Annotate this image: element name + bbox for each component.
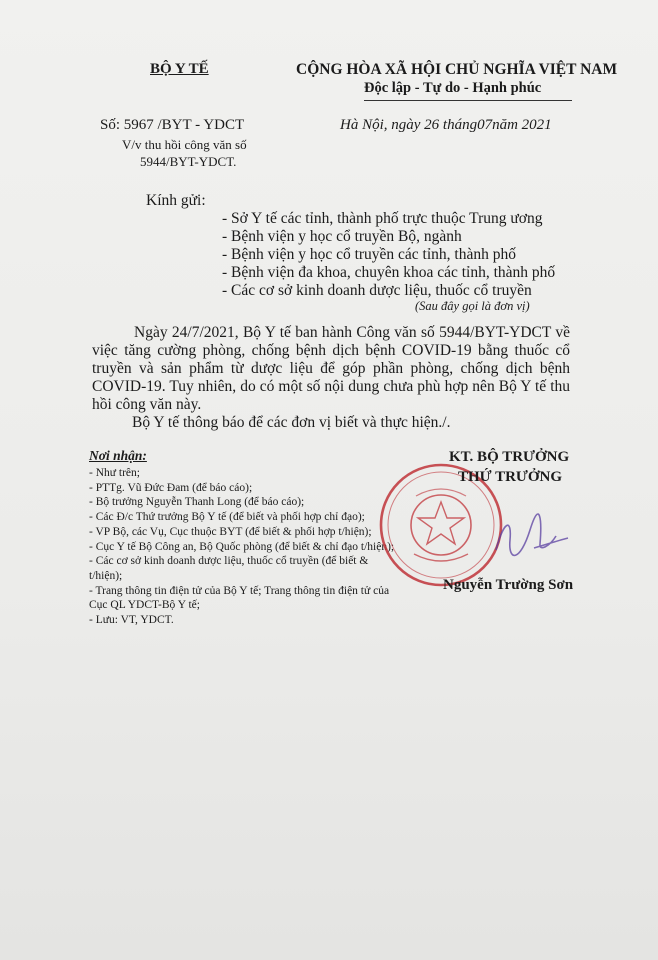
recipient-item: - Các cơ sở kinh doanh dược liệu, thuốc cổ truyền: [222, 282, 532, 299]
recipient-item: - Sở Y tế các tỉnh, thành phố trực thuộc Trung ương: [222, 210, 543, 227]
recipient-item: - Bệnh viện y học cổ truyền các tỉnh, thành phố: [222, 246, 516, 263]
recipients-note: (Sau đây gọi là đơn vị): [415, 299, 530, 313]
issuing-agency: BỘ Y TẾ: [150, 61, 209, 77]
distribution-item: - Các cơ sở kinh doanh dược liệu, thuốc cổ truyền (để biết & t/hiện);: [89, 555, 369, 582]
distribution-item: - Bộ trưởng Nguyễn Thanh Long (để báo cáo);: [89, 496, 305, 509]
distribution-item: - Cục Y tế Bộ Công an, Bộ Quốc phòng (để biết & chỉ đạo t/hiện);: [89, 540, 395, 553]
distribution-item: - VP Bộ, các Vụ, Cục thuộc BYT (để biết & phối hợp t/hiện);: [89, 525, 372, 538]
distribution-item: - Trang thông tin điện tử của Bộ Y tế; Trang thông tin điện tử của Cục QL YDCT-Bộ Y tế;: [89, 584, 390, 612]
subject-line-1: V/v thu hồi công văn số: [122, 137, 247, 152]
signer-name: Nguyễn Trường Sơn: [443, 577, 574, 593]
distribution-label: Nơi nhận:: [89, 448, 147, 463]
distribution-item: - Lưu: VT, YDCT.: [89, 614, 174, 627]
handwritten-signature-icon: [490, 500, 570, 570]
recipient-item: - Bệnh viện y học cổ truyền Bộ, ngành: [222, 228, 462, 245]
distribution-item: - PTTg. Vũ Đức Đam (để báo cáo);: [89, 481, 253, 494]
signer-title-2: THỨ TRƯỞNG: [458, 469, 563, 485]
subject-line-2: 5944/BYT-YDCT.: [140, 154, 237, 169]
document-date: Hà Nội, ngày 26 tháng07năm 2021: [340, 117, 552, 133]
body-paragraph: Ngày 24/7/2021, Bộ Y tế ban hành Công văn số 5944/BYT-YDCT về việc tăng cường phòng, chống bệnh dịch bệnh COVID-19 bằng thuốc cổ truyền và sản phẩm từ dược liệu để góp phần phòng, chống dịch bệnh COVID-19. Tuy nhiên, do có một số nội dung chưa phù hợp nên Bộ Y tế thu hồi công văn này.: [92, 324, 570, 413]
closing-sentence: Bộ Y tế thông báo để các đơn vị biết và thực hiện./.: [132, 414, 451, 431]
distribution-list: [89, 466, 399, 628]
national-title: CỘNG HÒA XÃ HỘI CHỦ NGHĨA VIỆT NAM: [296, 61, 618, 78]
distribution-item: - Như trên;: [89, 467, 140, 479]
document-number: Số: 5967 /BYT - YDCT: [100, 117, 245, 133]
recipients-greeting: Kính gửi:: [146, 192, 206, 209]
signer-title-1: KT. BỘ TRƯỞNG: [449, 449, 570, 465]
distribution-item: - Các Đ/c Thứ trưởng Bộ Y tế (để biết và phối hợp chỉ đạo);: [89, 511, 365, 524]
national-motto: Độc lập - Tự do - Hạnh phúc: [364, 80, 542, 96]
recipient-item: - Bệnh viện đa khoa, chuyên khoa các tỉnh, thành phố: [222, 264, 556, 281]
motto-underline: [364, 100, 572, 101]
